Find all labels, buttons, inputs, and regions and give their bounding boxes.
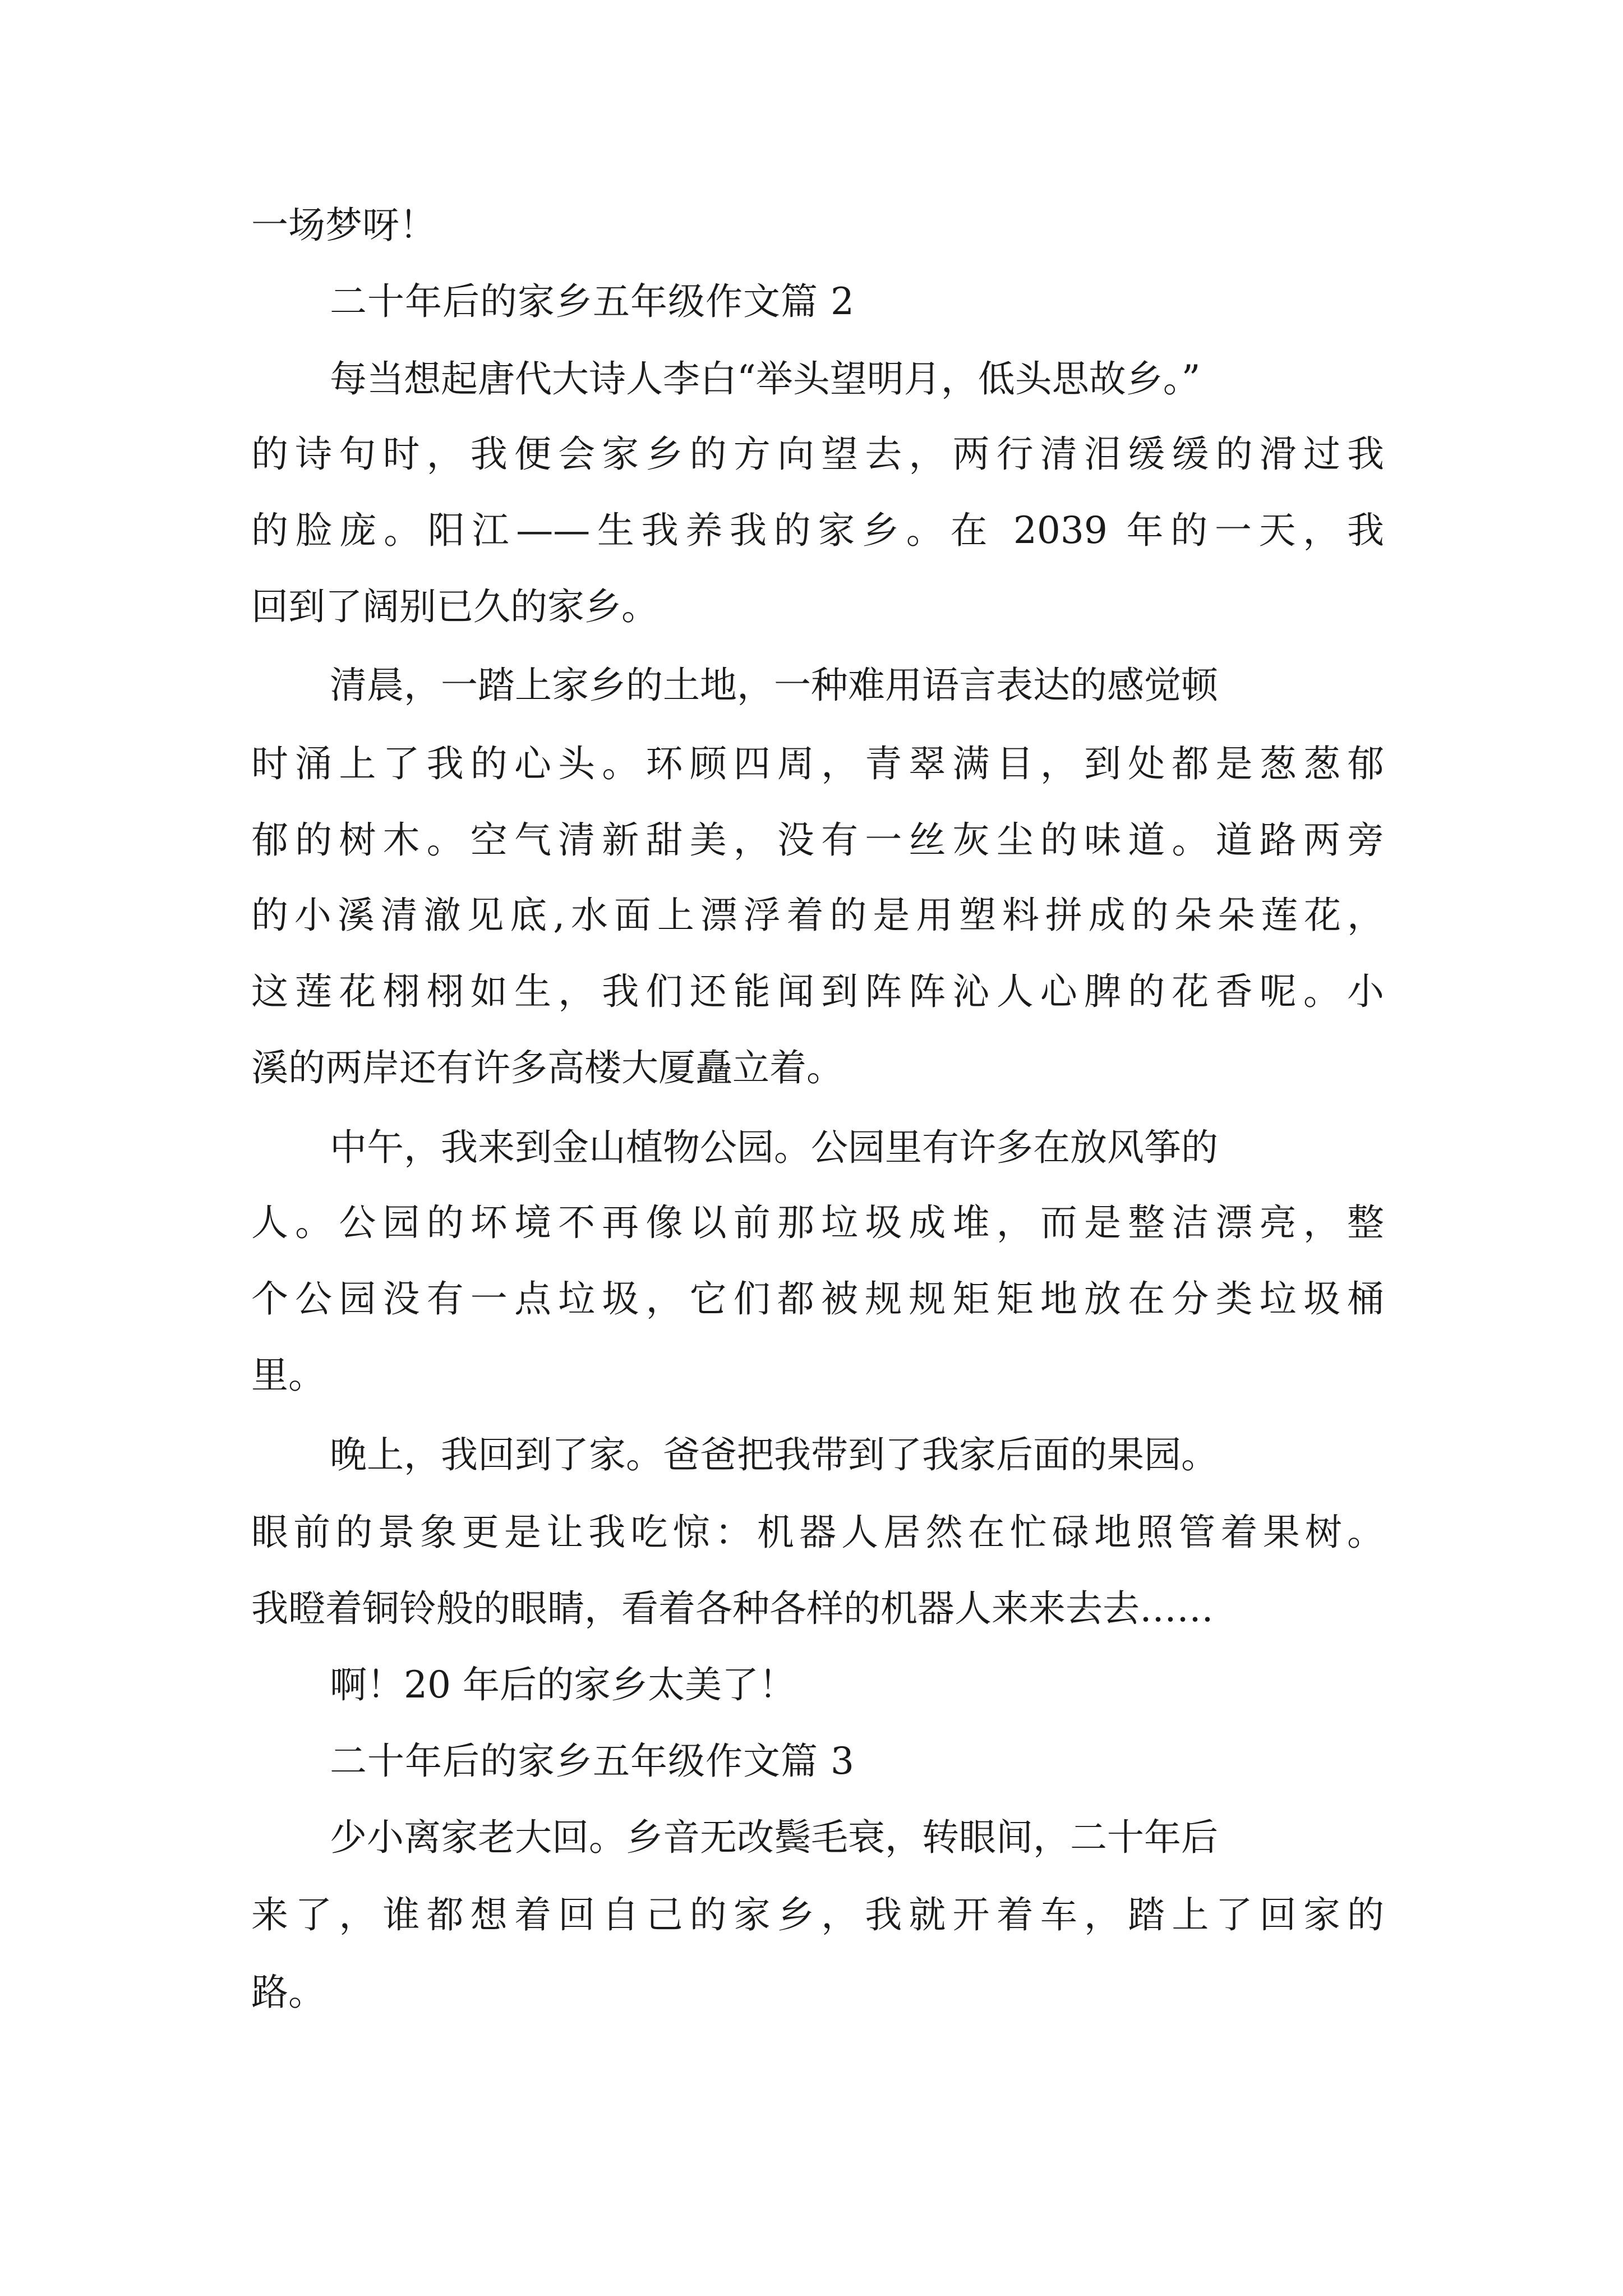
text-line bbox=[0, 1195, 1623, 1251]
paragraph-end-line: 我瞪着铜铃般的眼睛，看着各种各样的机器人来来去去…… bbox=[251, 1587, 1214, 1630]
paragraph-line: 的小溪清澈见底,水面上漂浮着的是用塑料拼成的朵朵莲花， bbox=[251, 894, 1384, 937]
text-line bbox=[0, 351, 1623, 407]
paragraph-first-line: 少小离家老大回。乡音无改鬓毛衰，转眼间，二十年后 bbox=[330, 1816, 1218, 1859]
text-line bbox=[0, 1120, 1623, 1176]
paragraph-first-line: 晚上，我回到了家。爸爸把我带到了我家后面的果园。 bbox=[330, 1433, 1218, 1476]
paragraph-line: 的脸庞。阳江——生我养我的家乡。在 2039 年的一天，我 bbox=[251, 509, 1384, 552]
text-line bbox=[0, 1887, 1623, 1943]
paragraph-line: 这莲花栩栩如生，我们还能闻到阵阵沁人心脾的花香呢。小 bbox=[251, 970, 1384, 1013]
paragraph-line: 来了，谁都想着回自己的家乡，我就开着车，踏上了回家的 bbox=[251, 1893, 1384, 1936]
paragraph-end-line: 回到了阔别已久的家乡。 bbox=[251, 585, 658, 628]
text-line bbox=[0, 887, 1623, 944]
text-line bbox=[0, 1581, 1623, 1637]
text-line bbox=[0, 964, 1623, 1020]
text-line bbox=[0, 1427, 1623, 1483]
paragraph-first-line: 每当想起唐代大诗人李白“举头望明月，低头思故乡。” bbox=[330, 357, 1201, 401]
text-line bbox=[0, 579, 1623, 635]
section-heading-text: 二十年后的家乡五年级作文篇 2 bbox=[330, 280, 855, 323]
text-line bbox=[0, 1964, 1623, 2021]
paragraph-end-line: 路。 bbox=[251, 1971, 325, 2014]
text-line bbox=[0, 736, 1623, 792]
section-heading-text: 二十年后的家乡五年级作文篇 3 bbox=[330, 1740, 855, 1783]
paragraph-first-line: 啊！20 年后的家乡太美了！ bbox=[330, 1663, 796, 1706]
text-line bbox=[0, 1810, 1623, 1866]
paragraph-line: 眼前的景象更是让我吃惊：机器人居然在忙碌地照管着果树。 bbox=[251, 1511, 1384, 1554]
text-line bbox=[0, 1504, 1623, 1561]
paragraph-line: 人。公园的坏境不再像以前那垃圾成堆，而是整洁漂亮，整 bbox=[251, 1201, 1384, 1244]
paragraph-line: 个公园没有一点垃圾，它们都被规规矩矩地放在分类垃圾桶 bbox=[251, 1277, 1384, 1320]
paragraph-line: 的诗句时，我便会家乡的方向望去，两行清泪缓缓的滑过我 bbox=[251, 432, 1384, 476]
paragraph-end-line: 一场梦呀！ bbox=[251, 204, 436, 247]
paragraph-first-line: 清晨，一踏上家乡的土地，一种难用语言表达的感觉顿 bbox=[330, 664, 1218, 707]
text-line bbox=[0, 1040, 1623, 1096]
section-heading bbox=[0, 1733, 1623, 1789]
text-line bbox=[0, 197, 1623, 254]
text-line bbox=[0, 1347, 1623, 1404]
text-line bbox=[0, 503, 1623, 559]
text-line bbox=[0, 657, 1623, 714]
paragraph-end-line: 溪的两岸还有许多高楼大厦矗立着。 bbox=[251, 1046, 843, 1089]
paragraph-end-line: 里。 bbox=[251, 1354, 325, 1397]
paragraph-first-line: 中午，我来到金山植物公园。公园里有许多在放风筝的 bbox=[330, 1126, 1218, 1169]
text-line bbox=[0, 426, 1623, 482]
text-line bbox=[0, 1657, 1623, 1713]
text-line bbox=[0, 1271, 1623, 1327]
section-heading bbox=[0, 274, 1623, 330]
text-line bbox=[0, 812, 1623, 868]
paragraph-line: 时涌上了我的心头。环顾四周，青翠满目，到处都是葱葱郁 bbox=[251, 742, 1384, 785]
paragraph-line: 郁的树木。空气清新甜美，没有一丝灰尘的味道。道路两旁 bbox=[251, 818, 1384, 862]
